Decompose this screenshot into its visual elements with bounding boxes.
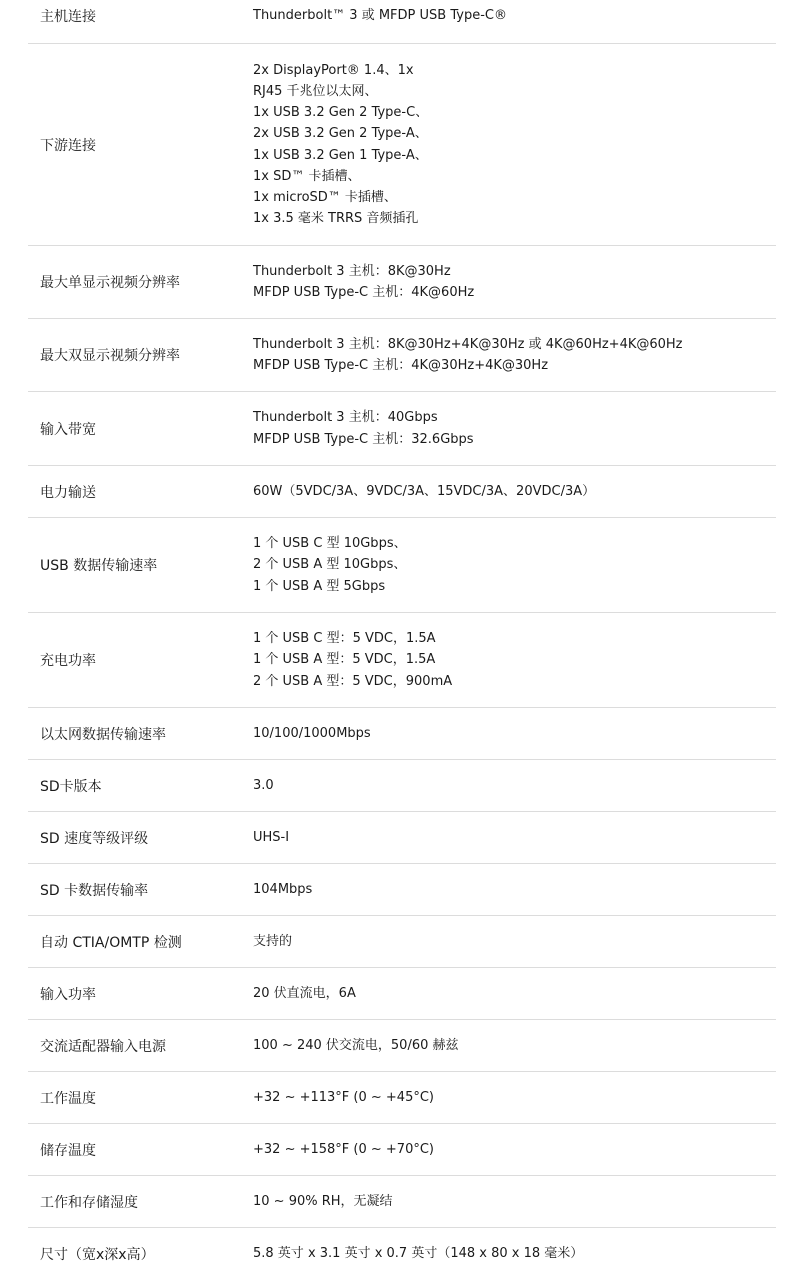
spec-row-host-connection bbox=[28, 0, 776, 44]
spec-value-line: 1x microSD™ 卡插槽、 bbox=[253, 189, 397, 205]
spec-value-line: 1x 3.5 毫米 TRRS 音频插孔 bbox=[253, 211, 419, 227]
spec-label: 工作温度 bbox=[40, 1090, 96, 1107]
spec-value-line: Thunderbolt 3 主机：8K@30Hz bbox=[253, 263, 451, 279]
spec-row-input-power bbox=[28, 968, 776, 1020]
spec-label: 输入功率 bbox=[40, 986, 96, 1003]
spec-value bbox=[253, 0, 507, 43]
spec-value-line: +32 ~ +113°F (0 ~ +45°C) bbox=[253, 1089, 434, 1105]
spec-label: 以太网数据传输速率 bbox=[40, 726, 166, 743]
spec-value-line: MFDP USB Type-C 主机：4K@30Hz+4K@30Hz bbox=[253, 358, 549, 373]
spec-row-power-delivery bbox=[28, 466, 776, 518]
spec-row-ac-adapter-input bbox=[28, 1020, 776, 1072]
spec-value-line: 60W（5VDC/3A、9VDC/3A、15VDC/3A、20VDC/3A） bbox=[253, 483, 596, 499]
spec-value-line: 支持的 bbox=[253, 933, 293, 949]
spec-value-line: Thunderbolt 3 主机：8K@30Hz+4K@30Hz 或 4K@60Hz+4K@60Hz bbox=[253, 336, 683, 352]
spec-value bbox=[253, 1072, 434, 1123]
spec-value bbox=[253, 916, 292, 967]
spec-value bbox=[253, 1228, 583, 1280]
spec-row-sd-data-rate bbox=[28, 864, 776, 916]
spec-label: 主机连接 bbox=[40, 8, 96, 25]
spec-value-line: 100 ~ 240 伏交流电，50/60 赫兹 bbox=[253, 1037, 459, 1053]
spec-value-line: 2 个 USB A 型 10Gbps、 bbox=[253, 557, 407, 573]
spec-value-line: MFDP USB Type-C 主机：32.6Gbps bbox=[253, 431, 474, 447]
spec-value-line: 1 个 USB C 型 10Gbps、 bbox=[253, 536, 407, 552]
spec-label: 下游连接 bbox=[40, 137, 96, 154]
spec-value bbox=[253, 613, 452, 707]
spec-value-line: 10/100/1000Mbps bbox=[253, 725, 371, 741]
spec-row-downstream-connection bbox=[28, 44, 776, 246]
spec-value-line: RJ45 千兆位以太网、 bbox=[253, 83, 378, 99]
spec-label: 自动 CTIA/OMTP 检测 bbox=[40, 934, 182, 951]
spec-value-line: 2 个 USB A 型：5 VDC，900mA bbox=[253, 673, 453, 689]
spec-label: 最大单显示视频分辨率 bbox=[40, 275, 180, 291]
spec-value-line: 2x USB 3.2 Gen 2 Type-A、 bbox=[253, 126, 428, 142]
spec-value-line: 10 ~ 90% RH，无凝结 bbox=[253, 1193, 393, 1209]
spec-value bbox=[253, 812, 289, 863]
spec-value-line: Thunderbolt™ 3 或 MFDP USB Type-C® bbox=[253, 7, 507, 23]
spec-label: 尺寸（宽x深x高） bbox=[40, 1247, 155, 1263]
spec-value bbox=[253, 1124, 434, 1175]
spec-value-line: UHS-I bbox=[253, 829, 290, 845]
spec-row-max-dual-display bbox=[28, 319, 776, 392]
spec-row-sd-speed-class bbox=[28, 812, 776, 864]
spec-label: 交流适配器输入电源 bbox=[40, 1038, 166, 1055]
spec-value-line: 1 个 USB A 型：5 VDC，1.5A bbox=[253, 652, 436, 668]
spec-value-line: +32 ~ +158°F (0 ~ +70°C) bbox=[253, 1141, 434, 1157]
spec-value bbox=[253, 466, 595, 517]
spec-row-usb-data-rate bbox=[28, 518, 776, 613]
spec-value-line: 5.8 英寸 x 3.1 英寸 x 0.7 英寸（148 x 80 x 18 毫米） bbox=[253, 1246, 584, 1262]
spec-value bbox=[253, 968, 356, 1019]
spec-value-line: 1x USB 3.2 Gen 1 Type-A、 bbox=[253, 147, 428, 163]
spec-label: SD 速度等级评级 bbox=[40, 830, 149, 847]
spec-value bbox=[253, 392, 474, 465]
spec-row-operating-temperature bbox=[28, 1072, 776, 1124]
spec-value bbox=[253, 319, 683, 391]
spec-value bbox=[253, 246, 474, 318]
spec-value bbox=[253, 708, 371, 759]
spec-value-line: Thunderbolt 3 主机：40Gbps bbox=[253, 410, 438, 426]
spec-value-line: 104Mbps bbox=[253, 881, 313, 897]
spec-row-max-single-display bbox=[28, 246, 776, 319]
spec-row-sd-version bbox=[28, 760, 776, 812]
spec-value bbox=[253, 1020, 459, 1071]
spec-row-input-bandwidth bbox=[28, 392, 776, 466]
spec-label: 工作和存储湿度 bbox=[40, 1194, 138, 1211]
spec-value-line: 1x USB 3.2 Gen 2 Type-C、 bbox=[253, 105, 429, 121]
spec-label: 储存温度 bbox=[40, 1142, 96, 1159]
spec-row-humidity bbox=[28, 1176, 776, 1228]
spec-label: 电力输送 bbox=[40, 484, 96, 501]
spec-value bbox=[253, 1176, 393, 1227]
spec-row-ethernet-rate bbox=[28, 708, 776, 760]
spec-row-storage-temperature bbox=[28, 1124, 776, 1176]
spec-value-line: 1 个 USB C 型：5 VDC，1.5A bbox=[253, 631, 436, 647]
spec-value-line: 1 个 USB A 型 5Gbps bbox=[253, 578, 386, 594]
spec-label: USB 数据传输速率 bbox=[40, 558, 158, 574]
spec-value-line: 2x DisplayPort® 1.4、1x bbox=[253, 62, 414, 78]
spec-value-line: MFDP USB Type-C 主机：4K@60Hz bbox=[253, 285, 475, 300]
spec-label: SD 卡数据传输率 bbox=[40, 882, 149, 899]
spec-value bbox=[253, 760, 274, 811]
spec-value bbox=[253, 864, 312, 915]
spec-row-charging-power bbox=[28, 613, 776, 708]
spec-label: 输入带宽 bbox=[40, 421, 96, 438]
spec-label: SD卡版本 bbox=[40, 778, 102, 795]
spec-value-line: 1x SD™ 卡插槽、 bbox=[253, 168, 361, 184]
spec-value bbox=[253, 44, 428, 245]
spec-value-line: 3.0 bbox=[253, 777, 274, 793]
spec-row-ctia-omtp-detection bbox=[28, 916, 776, 968]
spec-label: 最大双显示视频分辨率 bbox=[40, 348, 180, 364]
spec-label: 充电功率 bbox=[40, 653, 96, 669]
spec-value-line: 20 伏直流电，6A bbox=[253, 985, 356, 1001]
spec-value bbox=[253, 518, 407, 612]
spec-row-dimensions bbox=[28, 1228, 776, 1280]
